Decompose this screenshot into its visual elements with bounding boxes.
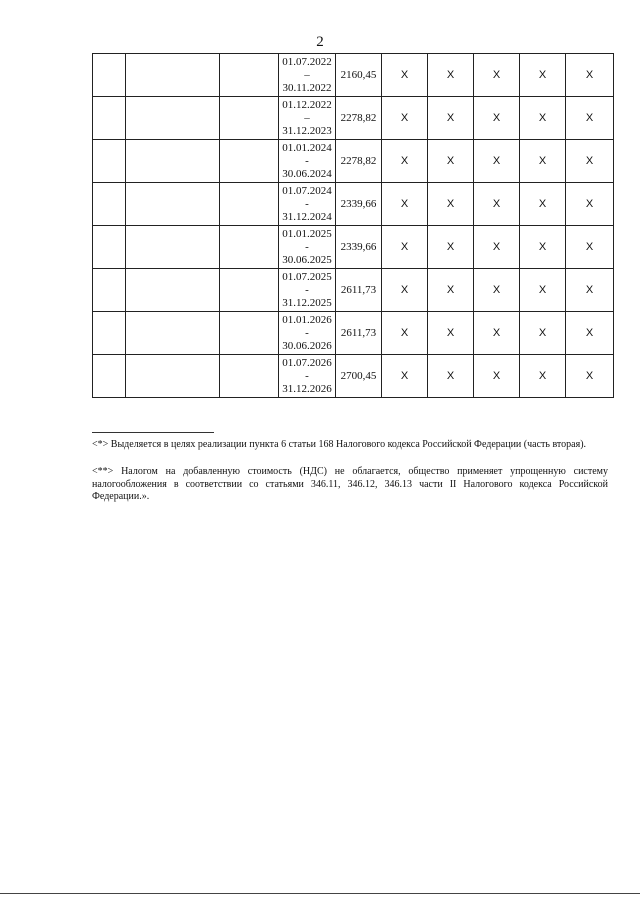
cross-mark-cell: X [566, 183, 614, 226]
period-sep: - [305, 240, 309, 253]
empty-cell [126, 54, 220, 97]
cross-mark-cell: X [428, 183, 474, 226]
period-cell [279, 97, 336, 140]
empty-cell [93, 54, 126, 97]
cross-mark-cell: X [474, 97, 520, 140]
cross-mark-cell: X [566, 140, 614, 183]
cross-mark-cell: X [520, 355, 566, 398]
period-start: 01.07.2026 [282, 356, 332, 369]
tariff-table-body [93, 54, 614, 398]
cross-mark-cell: X [520, 140, 566, 183]
period-sep: - [305, 369, 309, 382]
period-cell [279, 312, 336, 355]
cross-mark-cell: X [520, 226, 566, 269]
period-end: 31.12.2024 [282, 210, 332, 223]
cross-mark-cell: X [520, 269, 566, 312]
cross-mark-cell: X [474, 183, 520, 226]
cross-mark-cell: X [382, 312, 428, 355]
empty-cell [126, 140, 220, 183]
cross-mark-cell: X [474, 355, 520, 398]
period-sep: – [304, 111, 310, 124]
table-row [93, 97, 614, 140]
cross-mark-cell: X [474, 269, 520, 312]
empty-cell [126, 355, 220, 398]
footnote-1: <*> Выделяется в целях реализации пункта 6 статьи 168 Налогового кодекса Российской Федерации (часть вторая). [92, 439, 587, 450]
period-end: 30.06.2024 [282, 167, 332, 180]
cross-mark-cell: X [382, 54, 428, 97]
rate-cell: 2339,66 [336, 226, 382, 269]
empty-cell [93, 183, 126, 226]
empty-cell [93, 355, 126, 398]
empty-cell [220, 54, 279, 97]
cross-mark-cell: X [428, 140, 474, 183]
empty-cell [93, 226, 126, 269]
period-sep: - [305, 326, 309, 339]
table-row [93, 312, 614, 355]
footnote-2: <**> Налогом на добавленную стоимость (НДС) не облагается, общество применяет упрощенную систему налогообложения в соответствии со статьями 346.11, 346.12, 346.13 части II Налогового кодекса Российской Федерации.». [92, 466, 608, 502]
period-start: 01.12.2022 [282, 98, 332, 111]
rate-cell: 2700,45 [336, 355, 382, 398]
period-sep: - [305, 197, 309, 210]
cross-mark-cell: X [382, 269, 428, 312]
period-start: 01.07.2025 [282, 270, 332, 283]
period-end: 31.12.2023 [282, 124, 332, 137]
period-end: 31.12.2025 [282, 296, 332, 309]
empty-cell [93, 269, 126, 312]
period-start: 01.01.2024 [282, 141, 332, 154]
rate-cell: 2611,73 [336, 312, 382, 355]
empty-cell [220, 269, 279, 312]
period-cell [279, 140, 336, 183]
footnote-separator [92, 432, 214, 433]
empty-cell [93, 97, 126, 140]
table-row [93, 269, 614, 312]
rate-cell: 2278,82 [336, 97, 382, 140]
cross-mark-cell: X [566, 312, 614, 355]
table-row [93, 140, 614, 183]
period-cell [279, 183, 336, 226]
period-end: 30.11.2022 [282, 81, 332, 94]
period-end: 30.06.2025 [282, 253, 332, 266]
cross-mark-cell: X [520, 312, 566, 355]
rate-cell: 2339,66 [336, 183, 382, 226]
empty-cell [126, 269, 220, 312]
cross-mark-cell: X [520, 97, 566, 140]
period-sep: – [304, 68, 310, 81]
empty-cell [220, 97, 279, 140]
cross-mark-cell: X [474, 226, 520, 269]
empty-cell [220, 183, 279, 226]
period-start: 01.01.2025 [282, 227, 332, 240]
empty-cell [126, 312, 220, 355]
page-bottom-edge [0, 893, 640, 894]
period-end: 31.12.2026 [282, 382, 332, 395]
cross-mark-cell: X [382, 183, 428, 226]
page-number: 2 [316, 34, 324, 50]
table-row [93, 54, 614, 97]
table-row [93, 226, 614, 269]
cross-mark-cell: X [428, 226, 474, 269]
rate-cell: 2611,73 [336, 269, 382, 312]
tariff-table [92, 53, 614, 398]
empty-cell [220, 140, 279, 183]
cross-mark-cell: X [520, 183, 566, 226]
empty-cell [93, 312, 126, 355]
cross-mark-cell: X [428, 54, 474, 97]
empty-cell [220, 226, 279, 269]
empty-cell [126, 226, 220, 269]
cross-mark-cell: X [474, 140, 520, 183]
empty-cell [93, 140, 126, 183]
cross-mark-cell: X [566, 54, 614, 97]
rate-cell: 2160,45 [336, 54, 382, 97]
cross-mark-cell: X [382, 355, 428, 398]
period-sep: - [305, 154, 309, 167]
period-cell [279, 54, 336, 97]
period-start: 01.07.2024 [282, 184, 332, 197]
cross-mark-cell: X [428, 355, 474, 398]
period-start: 01.01.2026 [282, 313, 332, 326]
empty-cell [126, 183, 220, 226]
period-start: 01.07.2022 [282, 55, 332, 68]
period-cell [279, 269, 336, 312]
cross-mark-cell: X [382, 226, 428, 269]
table-row [93, 183, 614, 226]
cross-mark-cell: X [382, 140, 428, 183]
period-end: 30.06.2026 [282, 339, 332, 352]
table-row [93, 355, 614, 398]
cross-mark-cell: X [428, 269, 474, 312]
cross-mark-cell: X [474, 312, 520, 355]
empty-cell [126, 97, 220, 140]
empty-cell [220, 312, 279, 355]
rate-cell: 2278,82 [336, 140, 382, 183]
cross-mark-cell: X [566, 269, 614, 312]
period-cell [279, 355, 336, 398]
period-cell [279, 226, 336, 269]
cross-mark-cell: X [566, 355, 614, 398]
cross-mark-cell: X [474, 54, 520, 97]
cross-mark-cell: X [566, 226, 614, 269]
cross-mark-cell: X [382, 97, 428, 140]
cross-mark-cell: X [428, 97, 474, 140]
empty-cell [220, 355, 279, 398]
cross-mark-cell: X [520, 54, 566, 97]
cross-mark-cell: X [566, 97, 614, 140]
period-sep: - [305, 283, 309, 296]
cross-mark-cell: X [428, 312, 474, 355]
